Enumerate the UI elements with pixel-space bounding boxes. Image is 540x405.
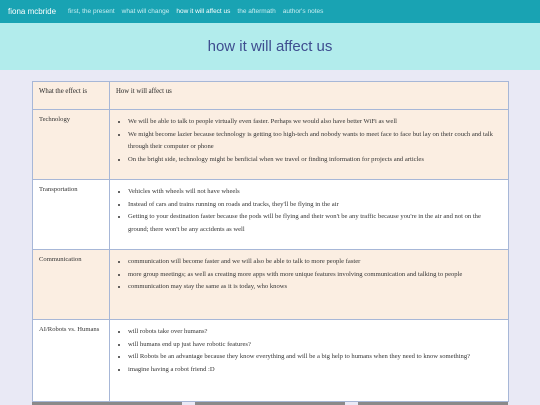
effect-cell: Communication	[33, 250, 110, 320]
list-item: • Vehicles with wheels will not have wheels	[128, 186, 502, 199]
page-title: how it will affect us	[207, 38, 333, 55]
list-item: • more group meetings; as well as creating more apps with more unique features involving communication and talking to people	[128, 269, 502, 282]
effects-table-container	[32, 81, 508, 402]
list-item: • On the bright side, technology might be benficial when we travel or finding information for projects and articles	[128, 154, 502, 167]
table-row	[33, 250, 509, 320]
nav-link-authors-notes[interactable]: author's notes	[282, 8, 324, 15]
top-navbar	[0, 0, 540, 23]
effect-cell: Transportation	[33, 180, 110, 250]
list-item: • will humans end up just have robotic features?	[128, 339, 502, 352]
list-item: • will robots take over humans?	[128, 326, 502, 339]
effects-table	[32, 81, 509, 402]
table-header-row	[33, 82, 509, 110]
list-item: • communication may stay the same as it is today, who knows	[128, 281, 502, 294]
effect-cell: Technology	[33, 110, 110, 180]
impact-list	[116, 186, 502, 236]
nav-link-present[interactable]: first, the present	[68, 8, 115, 15]
nav-link-what-will-change[interactable]: what will change	[121, 8, 170, 15]
impact-cell	[110, 180, 509, 250]
impact-cell	[110, 110, 509, 180]
effect-cell: AI/Robots vs. Humans	[33, 320, 110, 402]
column-header-impact: How it will affect us	[110, 82, 509, 110]
column-header-effect: What the effect is	[33, 82, 110, 110]
list-item: • We might become lazier because technology is getting too high-tech and nobody wants to meet face to face but lay on their couch and talk through their computer or phone	[128, 129, 502, 154]
nav-link-how-it-will-affect-us[interactable]: how it will affect us	[176, 8, 231, 15]
table-row	[33, 180, 509, 250]
list-item: • communication will become faster and we will also be able to talk to more people faster	[128, 256, 502, 269]
nav-link-aftermath[interactable]: the aftermath	[237, 8, 276, 15]
list-item: • Getting to your destination faster because the pods will be flying and their won't be any traffic because you're in the air and not on the ground; there won't be any accidents as well	[128, 211, 502, 236]
impact-cell	[110, 320, 509, 402]
list-item: • Instead of cars and trains running on roads and tracks, they'll be flying in the air	[128, 199, 502, 212]
table-row	[33, 110, 509, 180]
list-item: • will Robots be an advantage because they know everything and will be a big help to humans when they need to know something?	[128, 351, 502, 364]
impact-list	[116, 116, 502, 166]
list-item: • imagine having a robot friend :D	[128, 364, 502, 377]
impact-list	[116, 256, 502, 294]
page-hero	[0, 23, 540, 70]
list-item: • We will be able to talk to people virtually even faster. Perhaps we would also have better WiFi as well	[128, 116, 502, 129]
site-brand[interactable]: fiona mcbride	[8, 7, 57, 16]
table-row	[33, 320, 509, 402]
impact-list	[116, 326, 502, 376]
impact-cell	[110, 250, 509, 320]
